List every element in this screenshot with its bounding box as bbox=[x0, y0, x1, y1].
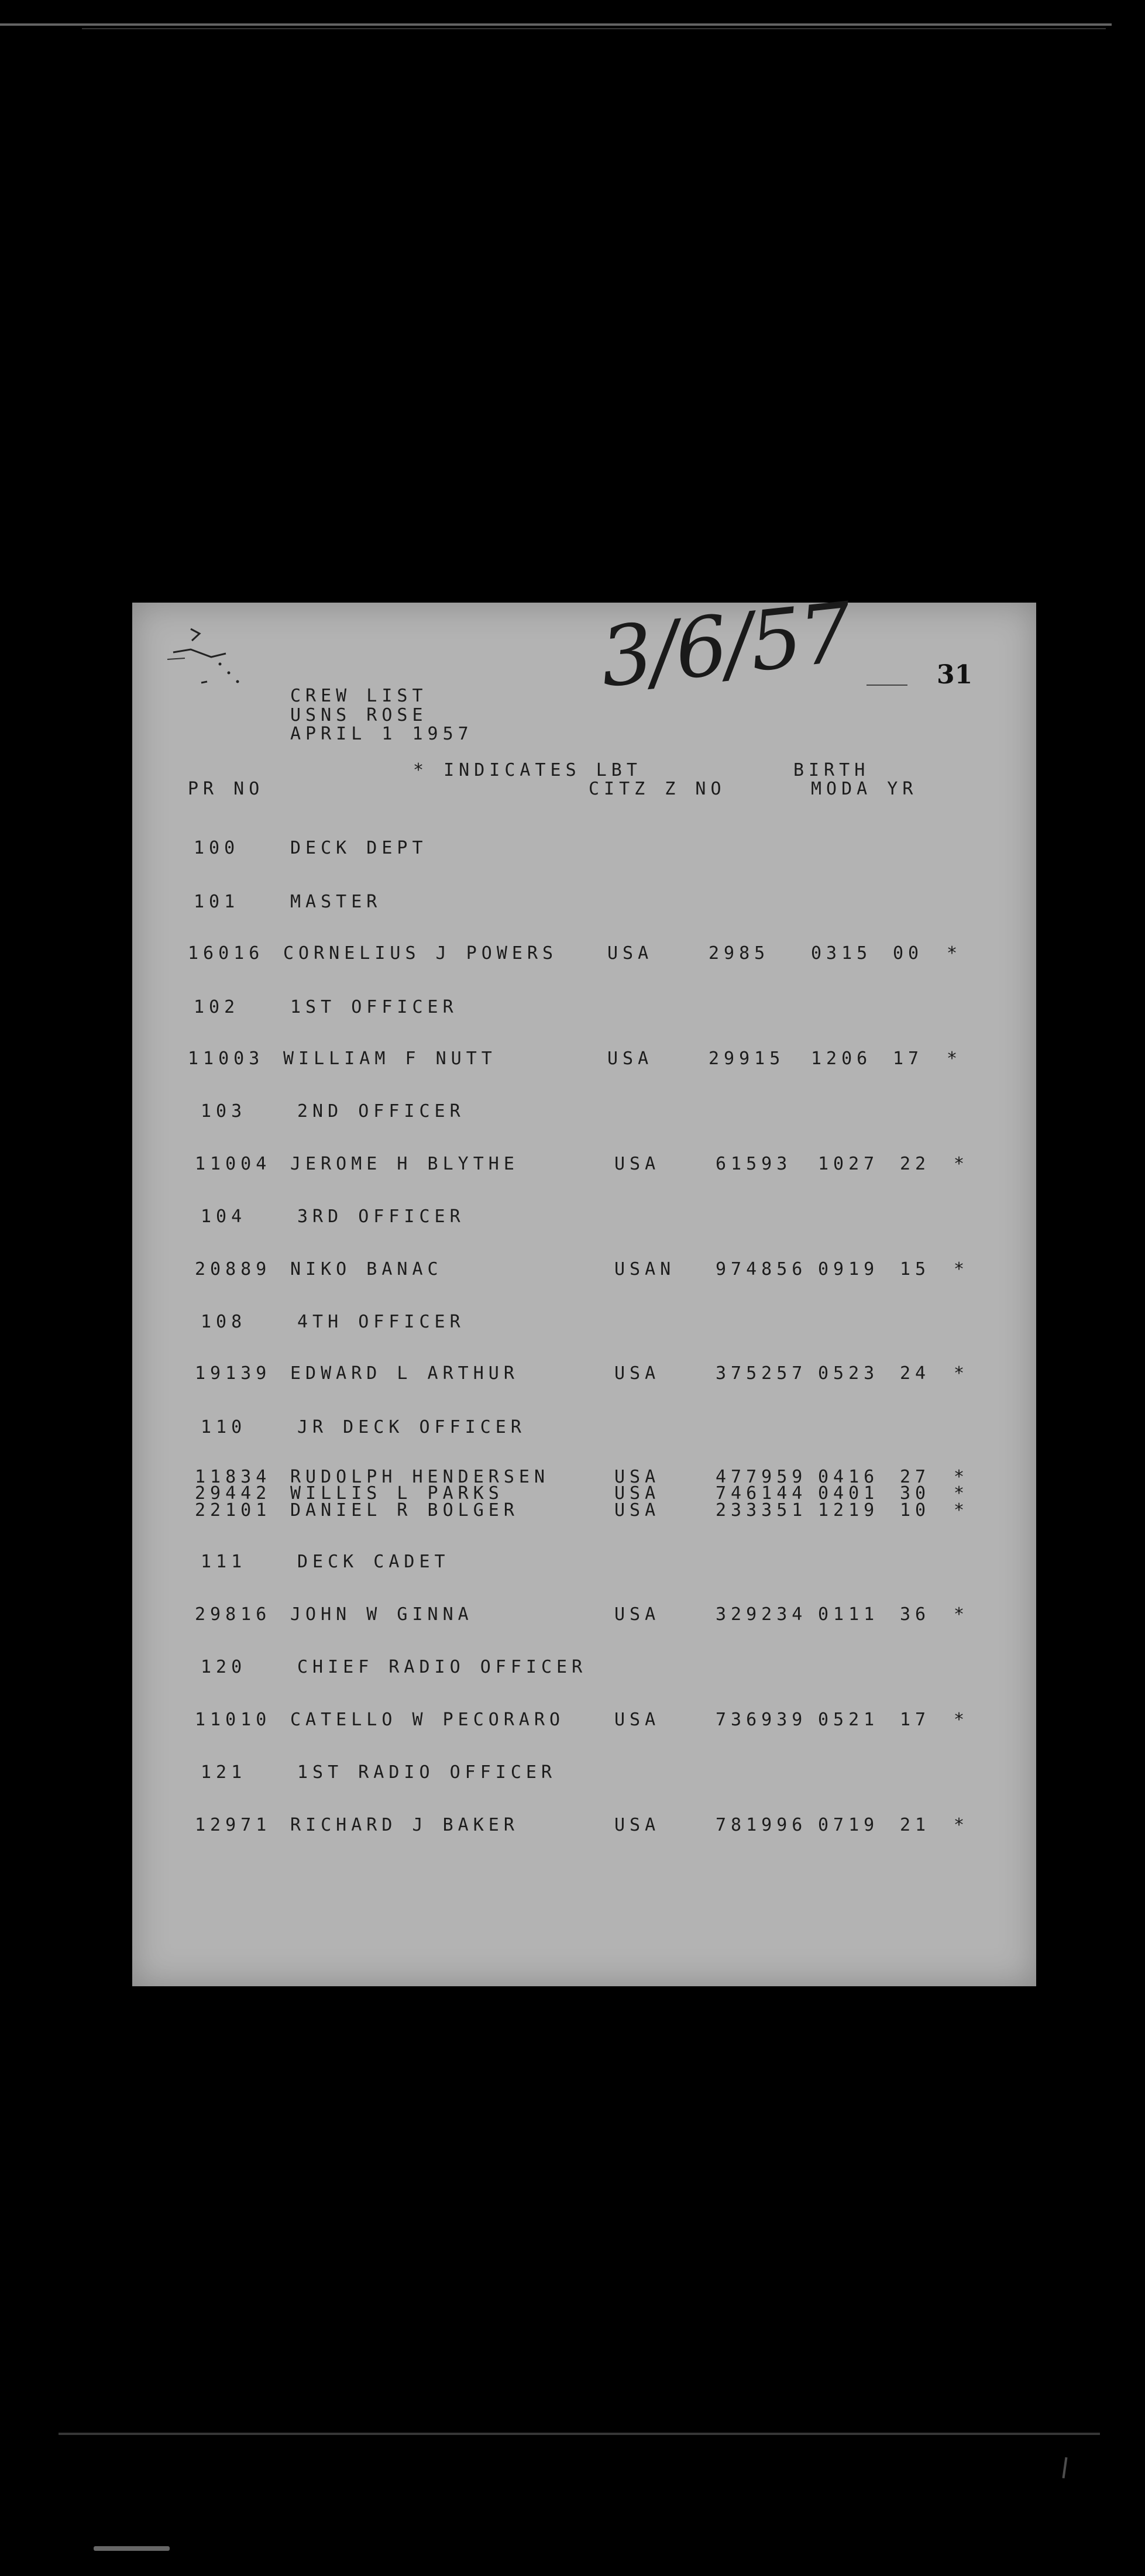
crew-name: JEROME H BLYTHE bbox=[290, 1154, 519, 1174]
column-header-pr-no: PR NO bbox=[188, 779, 264, 799]
crew-birth-moda: 0401 bbox=[818, 1483, 879, 1504]
title-line: USNS ROSE bbox=[290, 705, 428, 725]
position-title: 1ST OFFICER bbox=[290, 997, 458, 1017]
crew-z-number: 2985 bbox=[709, 943, 770, 964]
position-code: 104 bbox=[201, 1206, 247, 1227]
crew-z-number: 61593 bbox=[716, 1154, 792, 1174]
column-header-moda-yr: MODA YR bbox=[811, 779, 918, 799]
crew-birth-moda: 0315 bbox=[811, 943, 872, 964]
dept-name: DECK DEPT bbox=[290, 838, 428, 858]
crew-birth-moda: 0719 bbox=[818, 1815, 879, 1835]
crew-pr-number: 11834 bbox=[195, 1467, 271, 1487]
position-code: 103 bbox=[201, 1101, 247, 1122]
crew-birth-year: 27 bbox=[900, 1467, 931, 1487]
crew-pr-number: 12971 bbox=[195, 1815, 271, 1835]
position-title: JR DECK OFFICER bbox=[297, 1417, 526, 1437]
crew-birth-moda: 0523 bbox=[818, 1363, 879, 1384]
crew-pr-number: 29816 bbox=[195, 1604, 271, 1625]
position-title: MASTER bbox=[290, 892, 382, 912]
crew-name: RUDOLPH HENDERSEN bbox=[290, 1467, 550, 1487]
crew-birth-year: 00 bbox=[893, 943, 924, 964]
film-edge-line bbox=[82, 28, 1106, 29]
crew-citizenship: USA bbox=[614, 1604, 661, 1625]
crew-birth-year: 24 bbox=[900, 1363, 931, 1384]
position-code: 102 bbox=[194, 997, 240, 1017]
crew-pr-number: 11004 bbox=[195, 1154, 271, 1174]
dept-code: 100 bbox=[194, 838, 240, 858]
crew-name: NIKO BANAC bbox=[290, 1259, 443, 1280]
crew-birth-moda: 1206 bbox=[811, 1048, 872, 1069]
film-edge-line bbox=[59, 2433, 1100, 2435]
crew-citizenship: USA bbox=[607, 1048, 654, 1069]
crew-name: CATELLO W PECORARO bbox=[290, 1710, 565, 1730]
crew-birth-year: 36 bbox=[900, 1604, 931, 1625]
crew-name: CORNELIUS J POWERS bbox=[283, 943, 558, 964]
crew-citizenship: USA bbox=[614, 1154, 661, 1174]
lbt-mark: * bbox=[954, 1500, 969, 1521]
crew-birth-year: 10 bbox=[900, 1500, 931, 1521]
crew-list-page bbox=[132, 585, 1036, 1986]
crew-citizenship: USAN bbox=[614, 1259, 676, 1280]
page-number: 31 bbox=[937, 660, 973, 690]
film-mark bbox=[1063, 2457, 1068, 2478]
lbt-mark: * bbox=[954, 1363, 969, 1384]
crew-citizenship: USA bbox=[614, 1483, 661, 1504]
position-title: 4TH OFFICER bbox=[297, 1312, 465, 1332]
crew-citizenship: USA bbox=[614, 1363, 661, 1384]
position-code: 121 bbox=[201, 1762, 247, 1783]
crew-citizenship: USA bbox=[607, 943, 654, 964]
position-title: 1ST RADIO OFFICER bbox=[297, 1762, 557, 1783]
crew-birth-moda: 0919 bbox=[818, 1259, 879, 1280]
position-code: 111 bbox=[201, 1552, 247, 1572]
crew-birth-moda: 1219 bbox=[818, 1500, 879, 1521]
crew-birth-moda: 0111 bbox=[818, 1604, 879, 1625]
position-code: 108 bbox=[201, 1312, 247, 1332]
position-title: 2ND OFFICER bbox=[297, 1101, 465, 1122]
crew-name: JOHN W GINNA bbox=[290, 1604, 473, 1625]
position-code: 120 bbox=[201, 1657, 247, 1677]
position-code: 101 bbox=[194, 892, 240, 912]
crew-pr-number: 16016 bbox=[188, 943, 264, 964]
lbt-note: * INDICATES LBT bbox=[413, 760, 642, 780]
crew-birth-year: 17 bbox=[900, 1710, 931, 1730]
lbt-mark: * bbox=[954, 1467, 969, 1487]
crew-name: DANIEL R BOLGER bbox=[290, 1500, 519, 1521]
crew-pr-number: 19139 bbox=[195, 1363, 271, 1384]
handwritten-date: 3/6/57 bbox=[596, 585, 854, 706]
crew-birth-year: 21 bbox=[900, 1815, 931, 1835]
lbt-mark: * bbox=[947, 1048, 962, 1069]
crew-citizenship: USA bbox=[614, 1467, 661, 1487]
position-title: CHIEF RADIO OFFICER bbox=[297, 1657, 587, 1677]
crew-name: WILLIAM F NUTT bbox=[283, 1048, 497, 1069]
film-edge-line bbox=[0, 23, 1112, 26]
crew-z-number: 375257 bbox=[716, 1363, 807, 1384]
crew-birth-moda: 0416 bbox=[818, 1467, 879, 1487]
lbt-mark: * bbox=[947, 943, 962, 964]
crew-name: RICHARD J BAKER bbox=[290, 1815, 519, 1835]
crew-pr-number: 11003 bbox=[188, 1048, 264, 1069]
crew-birth-moda: 1027 bbox=[818, 1154, 879, 1174]
birth-label: BIRTH bbox=[793, 760, 870, 780]
crew-birth-year: 22 bbox=[900, 1154, 931, 1174]
lbt-mark: * bbox=[954, 1815, 969, 1835]
crew-z-number: 233351 bbox=[716, 1500, 807, 1521]
crew-z-number: 781996 bbox=[716, 1815, 807, 1835]
position-title: DECK CADET bbox=[297, 1552, 450, 1572]
crew-z-number: 746144 bbox=[716, 1483, 807, 1504]
position-title: 3RD OFFICER bbox=[297, 1206, 465, 1227]
crew-z-number: 974856 bbox=[716, 1259, 807, 1280]
crew-birth-year: 17 bbox=[893, 1048, 924, 1069]
title-line: APRIL 1 1957 bbox=[290, 724, 473, 744]
position-code: 110 bbox=[201, 1417, 247, 1437]
crew-z-number: 329234 bbox=[716, 1604, 807, 1625]
crew-z-number: 736939 bbox=[716, 1710, 807, 1730]
crew-z-number: 29915 bbox=[709, 1048, 785, 1069]
lbt-mark: * bbox=[954, 1483, 969, 1504]
crew-citizenship: USA bbox=[614, 1500, 661, 1521]
crew-birth-year: 30 bbox=[900, 1483, 931, 1504]
film-mark bbox=[94, 2546, 170, 2551]
crew-pr-number: 29442 bbox=[195, 1483, 271, 1504]
lbt-mark: * bbox=[954, 1154, 969, 1174]
crew-pr-number: 20889 bbox=[195, 1259, 271, 1280]
title-line: CREW LIST bbox=[290, 686, 428, 706]
lbt-mark: * bbox=[954, 1604, 969, 1625]
crew-name: EDWARD L ARTHUR bbox=[290, 1363, 519, 1384]
column-header-citz: CITZ Z NO bbox=[589, 779, 726, 799]
crew-name: WILLIS L PARKS bbox=[290, 1483, 504, 1504]
pencil-scribble-icon bbox=[156, 617, 243, 687]
crew-pr-number: 22101 bbox=[195, 1500, 271, 1521]
crew-z-number: 477959 bbox=[716, 1467, 807, 1487]
crew-citizenship: USA bbox=[614, 1710, 661, 1730]
lbt-mark: * bbox=[954, 1710, 969, 1730]
dash-mark bbox=[867, 685, 907, 686]
crew-birth-moda: 0521 bbox=[818, 1710, 879, 1730]
crew-birth-year: 15 bbox=[900, 1259, 931, 1280]
lbt-mark: * bbox=[954, 1259, 969, 1280]
crew-pr-number: 11010 bbox=[195, 1710, 271, 1730]
crew-citizenship: USA bbox=[614, 1815, 661, 1835]
